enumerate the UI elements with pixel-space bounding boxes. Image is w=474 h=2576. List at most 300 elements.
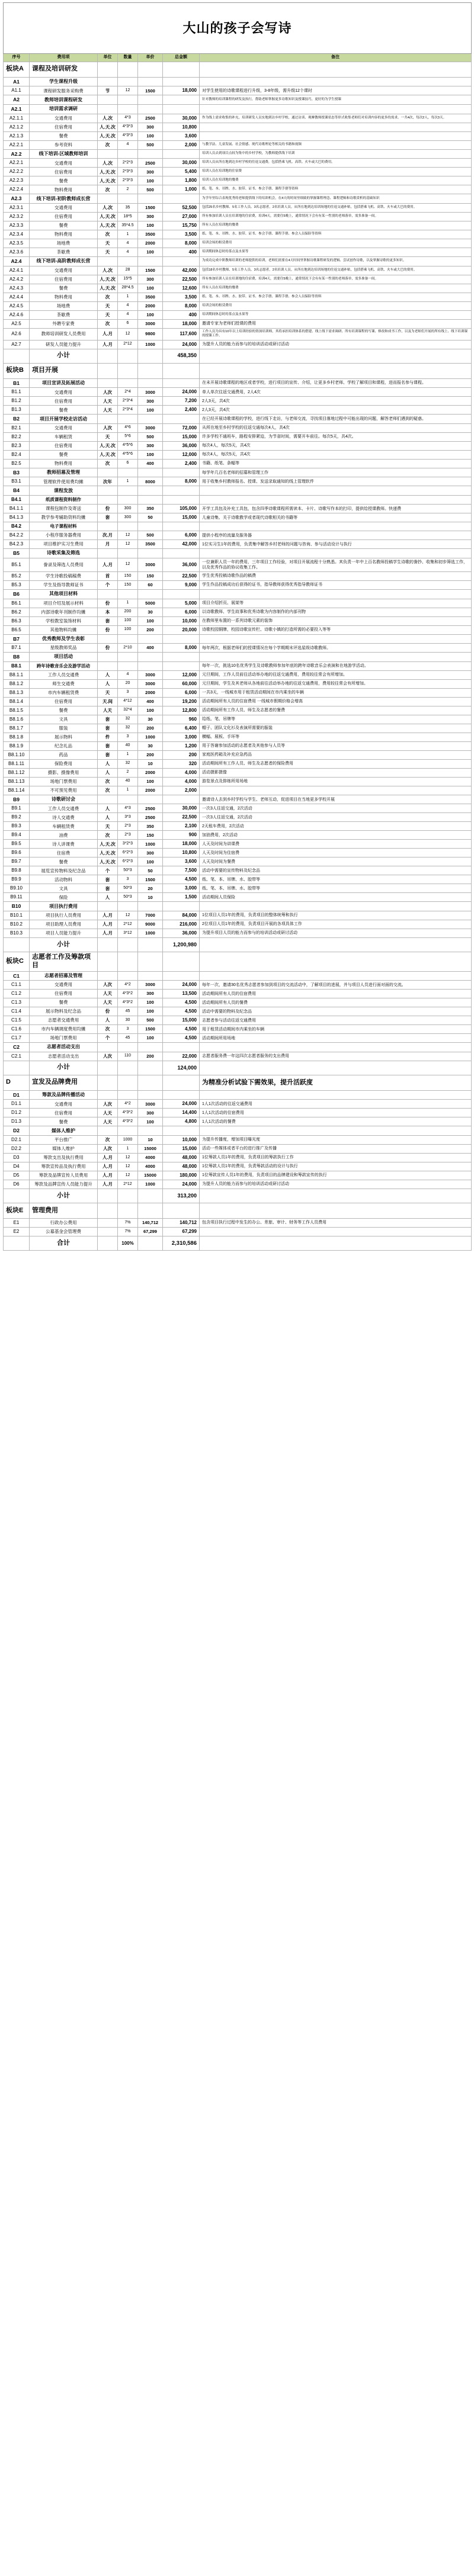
cell-unit[interactable]: 人.月 (98, 1154, 118, 1162)
cell-qty[interactable]: 50*3 (118, 893, 138, 902)
cell-unit[interactable]: 人 (98, 768, 118, 777)
cell-note[interactable]: 1位筹款人员1年的费用，负责项目的筹款执行工作 (200, 1154, 472, 1162)
cell-qty[interactable] (118, 661, 138, 670)
cell-price[interactable]: 30 (138, 741, 163, 750)
cell-price[interactable] (138, 378, 163, 388)
cell-unit[interactable]: 次 (98, 319, 118, 328)
cell-qty[interactable] (118, 95, 138, 105)
cell-total[interactable]: 4,500 (163, 998, 200, 1007)
cell-total[interactable]: 1,200,980 (163, 938, 200, 952)
cell-qty[interactable]: 12 (118, 1162, 138, 1171)
cell-item[interactable]: 师生交通费 (30, 679, 98, 688)
cell-price[interactable]: 2000 (138, 786, 163, 795)
cell-unit[interactable]: 天 (98, 688, 118, 697)
cell-total[interactable]: 84,000 (163, 911, 200, 920)
cell-note[interactable]: 活动期间所有工作人员、师生及志愿者的保险费用 (200, 759, 472, 768)
cell-qty[interactable] (118, 486, 138, 496)
cell-no[interactable]: B2.4 (4, 450, 30, 459)
cell-unit[interactable]: 套 (98, 750, 118, 759)
cell-item[interactable]: 参考资料 (30, 140, 98, 149)
cell-item[interactable]: 住宿费 (30, 849, 98, 857)
group-header-row[interactable] (4, 634, 472, 644)
table-row[interactable] (4, 920, 472, 929)
cell-qty[interactable] (118, 378, 138, 388)
cell-qty[interactable]: 150 (118, 571, 138, 580)
cell-qty[interactable]: 2*3*3 (118, 176, 138, 185)
cell-item[interactable]: 合计 (30, 1236, 98, 1251)
cell-no[interactable]: B1 (4, 378, 30, 388)
cell-unit[interactable]: 天.间 (98, 697, 118, 706)
cell-no[interactable]: B1.3 (4, 406, 30, 415)
cell-no[interactable]: D2.1 (4, 1136, 30, 1145)
section-band-row[interactable] (4, 363, 472, 378)
cell-price[interactable]: 5000 (138, 599, 163, 608)
group-header-row[interactable] (4, 256, 472, 266)
cell-total[interactable]: 42,000 (163, 540, 200, 549)
cell-qty[interactable]: 3 (118, 733, 138, 741)
cell-item[interactable]: 诗人讲课费 (30, 840, 98, 849)
cell-unit[interactable]: 人次 (98, 1145, 118, 1154)
cell-note[interactable]: 活动期间所有人员的餐费 (200, 998, 472, 1007)
cell-qty[interactable] (118, 653, 138, 662)
cell-note[interactable] (200, 1061, 472, 1075)
cell-no[interactable]: D2 (4, 1126, 30, 1136)
cell-price[interactable] (138, 952, 163, 972)
cell-price[interactable]: 500 (138, 140, 163, 149)
cell-unit[interactable] (98, 634, 118, 644)
cell-total[interactable]: 140,712 (163, 1219, 200, 1228)
cell-total[interactable]: 19,200 (163, 697, 200, 706)
cell-unit[interactable]: 人.天.次 (98, 212, 118, 221)
cell-item[interactable]: 项目人员能力提升 (30, 929, 98, 938)
cell-no[interactable]: A2.6 (4, 328, 30, 340)
cell-price[interactable]: 7000 (138, 911, 163, 920)
cell-qty[interactable]: 200 (118, 608, 138, 616)
cell-item[interactable]: 研发人员能力提升 (30, 340, 98, 349)
cell-no[interactable]: A2.2.1 (4, 140, 30, 149)
cell-qty[interactable] (118, 363, 138, 378)
cell-price[interactable] (138, 105, 163, 114)
cell-unit[interactable]: 人.天.次 (98, 284, 118, 293)
table-row[interactable] (4, 230, 472, 239)
cell-no[interactable]: B8.1.12 (4, 768, 30, 777)
cell-total[interactable]: 15,000 (163, 1145, 200, 1154)
subtotal-row[interactable] (4, 349, 472, 363)
table-row[interactable] (4, 849, 472, 857)
cell-qty[interactable] (118, 1203, 138, 1219)
cell-item[interactable]: 工作人员交通费 (30, 804, 98, 813)
cell-item[interactable]: 住宿费用 (30, 1109, 98, 1117)
cell-no[interactable]: B10.2 (4, 920, 30, 929)
cell-no[interactable]: B5.2 (4, 571, 30, 580)
subgroup-header-row[interactable] (4, 661, 472, 670)
cell-total[interactable]: 12,800 (163, 706, 200, 715)
cell-qty[interactable]: 4*2 (118, 1100, 138, 1109)
cell-note[interactable]: 培训期间休息时的茶点及水果等 (200, 310, 472, 319)
cell-note[interactable]: 所有人员在培训地的餐费 (200, 221, 472, 230)
cell-qty[interactable] (118, 256, 138, 266)
table-row[interactable] (4, 741, 472, 750)
table-row[interactable] (4, 275, 472, 284)
cell-item[interactable]: 筹款支出及执行费用 (30, 1154, 98, 1162)
cell-price[interactable] (138, 149, 163, 159)
cell-item[interactable]: 活动物料 (30, 875, 98, 884)
cell-total[interactable] (163, 496, 200, 505)
cell-note[interactable]: 在教师里布置的一系列诗歌元素的装饰 (200, 616, 472, 625)
cell-item[interactable]: 课程研发服务采购费 (30, 86, 98, 95)
cell-unit[interactable]: 件 (98, 733, 118, 741)
table-row[interactable] (4, 840, 472, 849)
cell-price[interactable]: 100 (138, 450, 163, 459)
cell-unit[interactable]: 人天 (98, 406, 118, 415)
cell-note[interactable] (200, 496, 472, 505)
cell-note[interactable] (200, 1189, 472, 1203)
cell-note[interactable]: 2人3天，共4次 (200, 397, 472, 406)
cell-total[interactable] (163, 661, 200, 670)
cell-price[interactable]: 100 (138, 1034, 163, 1043)
cell-unit[interactable]: 人次 (98, 981, 118, 990)
cell-total[interactable]: 3,600 (163, 131, 200, 140)
cell-unit[interactable]: 个 (98, 1034, 118, 1043)
cell-price[interactable]: 10 (138, 759, 163, 768)
cell-qty[interactable]: 2*4 (118, 388, 138, 397)
cell-unit[interactable]: 人次 (98, 423, 118, 432)
table-row[interactable] (4, 540, 472, 549)
cell-qty[interactable]: 7% (118, 1219, 138, 1228)
cell-price[interactable]: 400 (138, 644, 163, 653)
cell-qty[interactable] (118, 1043, 138, 1052)
cell-qty[interactable]: 28 (118, 266, 138, 275)
cell-price[interactable] (138, 795, 163, 804)
cell-unit[interactable]: 人.月 (98, 1171, 118, 1180)
cell-item[interactable]: 纸质课程资料制作 (30, 496, 98, 505)
cell-note[interactable]: 培训人员在培训地的餐费 (200, 176, 472, 185)
cell-item[interactable]: 项目开展 (30, 363, 98, 378)
cell-unit[interactable]: 人.月 (98, 1162, 118, 1171)
cell-no[interactable]: A2.3 (4, 194, 30, 204)
cell-item[interactable]: 培训需求调研 (30, 105, 98, 114)
cell-price[interactable]: 3000 (138, 1100, 163, 1109)
cell-unit[interactable] (98, 415, 118, 424)
table-row[interactable] (4, 1162, 472, 1171)
cell-note[interactable]: 活动摄影摄像 (200, 768, 472, 777)
cell-note[interactable]: 工作人员为具有10年以上培训经验的资深培训师，其将承担培训体系的搭建、线上线下需求调研、所有培训课程的写课、修改和成书工作，以及为老师们开展的所有线上、线下培训课的授课工作。 (200, 328, 472, 340)
cell-note[interactable]: 1人1次活动的住宿费用 (200, 1109, 472, 1117)
table-row[interactable] (4, 1109, 472, 1117)
cell-price[interactable]: 9800 (138, 328, 163, 340)
cell-item[interactable]: 教学参考辅助资料均摊 (30, 513, 98, 522)
cell-total[interactable]: 3,600 (163, 857, 200, 866)
table-row[interactable] (4, 212, 472, 221)
cell-price[interactable]: 1000 (138, 733, 163, 741)
cell-no[interactable]: A2.3.3 (4, 221, 30, 230)
cell-unit[interactable]: 次 (98, 831, 118, 840)
table-row[interactable] (4, 131, 472, 140)
cell-no[interactable]: A2.1.2 (4, 123, 30, 131)
cell-price[interactable] (138, 95, 163, 105)
cell-total[interactable]: 24,000 (163, 981, 200, 990)
cell-total[interactable]: 14,400 (163, 1109, 200, 1117)
cell-no[interactable]: B6 (4, 589, 30, 599)
cell-unit[interactable]: 天 (98, 239, 118, 248)
cell-item[interactable]: 媒体人维护 (30, 1126, 98, 1136)
cell-note[interactable]: 邀请专家为老师们授课的费用 (200, 319, 472, 328)
cell-no[interactable]: A2.3.5 (4, 239, 30, 248)
table-row[interactable] (4, 1034, 472, 1043)
cell-qty[interactable] (118, 1189, 138, 1203)
cell-total[interactable] (163, 62, 200, 77)
cell-note[interactable]: 诗歌校园铜牌，校园诗歌宣传栏、诗歌小镇的打造所需的必要投入等等 (200, 625, 472, 634)
cell-unit[interactable]: 人.月 (98, 929, 118, 938)
cell-total[interactable] (163, 1126, 200, 1136)
cell-item[interactable]: 小程序服务器费用 (30, 531, 98, 540)
cell-item[interactable]: 交通费用 (30, 423, 98, 432)
table-row[interactable] (4, 893, 472, 902)
cell-unit[interactable] (98, 653, 118, 662)
group-header-row[interactable] (4, 1043, 472, 1052)
cell-price[interactable]: 200 (138, 1052, 163, 1061)
cell-price[interactable] (138, 62, 163, 77)
cell-note[interactable] (200, 1043, 472, 1052)
cell-total[interactable]: 3,500 (163, 293, 200, 301)
cell-total[interactable]: 117,600 (163, 328, 200, 340)
cell-note[interactable]: 人天及时间为讲课费 (200, 840, 472, 849)
cell-total[interactable] (163, 795, 200, 804)
cell-no[interactable]: B2.2 (4, 432, 30, 441)
cell-no[interactable]: C1 (4, 971, 30, 981)
cell-qty[interactable] (118, 902, 138, 911)
cell-item[interactable]: 项目宣讲及拓展活动 (30, 378, 98, 388)
cell-no[interactable]: A2.3.6 (4, 248, 30, 256)
cell-item[interactable]: 学生诗歌投稿稿费 (30, 571, 98, 580)
column-header-unit[interactable]: 单位 (98, 54, 118, 62)
cell-price[interactable]: 3000 (138, 679, 163, 688)
table-row[interactable] (4, 688, 472, 697)
cell-price[interactable]: 3000 (138, 558, 163, 571)
cell-price[interactable]: 10 (138, 893, 163, 902)
cell-qty[interactable]: 4*3*2 (118, 1109, 138, 1117)
table-row[interactable] (4, 998, 472, 1007)
cell-unit[interactable]: 人.次 (98, 159, 118, 168)
cell-total[interactable] (163, 194, 200, 204)
cell-unit[interactable]: 人次 (98, 1100, 118, 1109)
cell-total[interactable]: 8,000 (163, 477, 200, 486)
cell-note[interactable]: 活动期间所有人员的住宿费用 (200, 990, 472, 998)
table-row[interactable] (4, 644, 472, 653)
table-row[interactable] (4, 301, 472, 310)
cell-price[interactable] (138, 468, 163, 477)
cell-qty[interactable] (118, 589, 138, 599)
cell-total[interactable]: 1,800 (163, 176, 200, 185)
cell-qty[interactable]: 2*3*4 (118, 397, 138, 406)
cell-unit[interactable]: 个 (98, 580, 118, 589)
cell-price[interactable]: 1000 (138, 929, 163, 938)
cell-total[interactable]: 6,400 (163, 724, 200, 733)
cell-item[interactable]: 茶歇费 (30, 248, 98, 256)
cell-no[interactable]: A2.1.3 (4, 131, 30, 140)
cell-qty[interactable]: 4 (118, 140, 138, 149)
cell-unit[interactable]: 人.天.次 (98, 176, 118, 185)
cell-item[interactable]: 诗歌研讨会 (30, 795, 98, 804)
cell-total[interactable]: 42,000 (163, 266, 200, 275)
cell-unit[interactable]: 人.月 (98, 340, 118, 349)
cell-item[interactable]: 物料费用 (30, 293, 98, 301)
cell-qty[interactable] (118, 77, 138, 86)
cell-note[interactable] (200, 971, 472, 981)
cell-item[interactable]: 工作人员交通费 (30, 670, 98, 679)
cell-no[interactable]: A2.4.2 (4, 275, 30, 284)
cell-qty[interactable]: 1 (118, 230, 138, 239)
cell-qty[interactable]: 4*3*3 (118, 131, 138, 140)
cell-unit[interactable] (98, 1075, 118, 1090)
cell-qty[interactable] (118, 549, 138, 558)
cell-note[interactable]: 所有人员在培训地的餐费 (200, 284, 472, 293)
cell-qty[interactable]: 4*3 (118, 114, 138, 123)
cell-qty[interactable]: 6*2*3 (118, 849, 138, 857)
table-row[interactable] (4, 750, 472, 759)
cell-note[interactable] (200, 786, 472, 795)
cell-item[interactable]: 小计 (30, 1061, 98, 1075)
cell-note[interactable]: 提供小程序的流量及服务器 (200, 531, 472, 540)
cell-note[interactable]: 所有参加培训人员在培训地的住宿费，培训4天，需要住5晚上，通常情况下会有有某一性别的老师落单，需多准备一间。 (200, 212, 472, 221)
cell-no[interactable] (4, 938, 30, 952)
cell-total[interactable]: 4,000 (163, 777, 200, 786)
group-header-row[interactable] (4, 194, 472, 204)
cell-total[interactable] (163, 1203, 200, 1219)
cell-unit[interactable]: 人.天.次 (98, 168, 118, 176)
cell-unit[interactable] (98, 589, 118, 599)
table-row[interactable] (4, 319, 472, 328)
cell-total[interactable]: 30,000 (163, 114, 200, 123)
cell-price[interactable]: 200 (138, 724, 163, 733)
section-band-row[interactable] (4, 952, 472, 972)
cell-price[interactable]: 100 (138, 221, 163, 230)
cell-no[interactable]: A2.2.2 (4, 168, 30, 176)
group-header-row[interactable] (4, 95, 472, 105)
cell-unit[interactable]: 人.月 (98, 920, 118, 929)
cell-unit[interactable]: 次 (98, 293, 118, 301)
cell-qty[interactable]: 4*5*6 (118, 450, 138, 459)
cell-qty[interactable]: 4 (118, 301, 138, 310)
cell-price[interactable]: 100 (138, 777, 163, 786)
cell-no[interactable]: B10 (4, 902, 30, 911)
table-row[interactable] (4, 599, 472, 608)
cell-unit[interactable] (98, 486, 118, 496)
cell-price[interactable]: 300 (138, 212, 163, 221)
cell-qty[interactable] (118, 105, 138, 114)
cell-no[interactable]: D1.3 (4, 1117, 30, 1126)
table-row[interactable] (4, 1219, 472, 1228)
cell-no[interactable]: D5 (4, 1171, 30, 1180)
cell-price[interactable] (138, 194, 163, 204)
cell-note[interactable]: 活动期间所有工作人员、师生及志愿者的餐费 (200, 706, 472, 715)
cell-unit[interactable]: 天 (98, 248, 118, 256)
cell-unit[interactable] (98, 1203, 118, 1219)
table-row[interactable] (4, 706, 472, 715)
cell-price[interactable]: 1000 (138, 840, 163, 849)
cell-note[interactable]: 培训会场的租赁费用 (200, 301, 472, 310)
cell-total[interactable] (163, 105, 200, 114)
cell-qty[interactable]: 2*3*3 (118, 168, 138, 176)
cell-qty[interactable]: 4*3*2 (118, 1117, 138, 1126)
table-row[interactable] (4, 911, 472, 920)
cell-price[interactable]: 500 (138, 432, 163, 441)
cell-price[interactable]: 2500 (138, 813, 163, 822)
cell-no[interactable]: B8.1.10 (4, 750, 30, 759)
cell-unit[interactable]: 节 (98, 86, 118, 95)
cell-item[interactable]: 课程及培训研发 (30, 62, 98, 77)
cell-note[interactable]: 培训人员从所在地到达乡村学校的往返交通费，包括搭乘飞机、高铁、火车或大巴的费用。 (200, 159, 472, 168)
cell-total[interactable]: 10,000 (163, 616, 200, 625)
cell-total[interactable] (163, 589, 200, 599)
cell-qty[interactable]: 4 (118, 248, 138, 256)
cell-total[interactable]: 15,000 (163, 432, 200, 441)
cell-unit[interactable] (98, 1228, 118, 1236)
cell-qty[interactable] (118, 952, 138, 972)
cell-total[interactable] (163, 1090, 200, 1100)
table-row[interactable] (4, 450, 472, 459)
cell-qty[interactable]: 12 (118, 86, 138, 95)
cell-item[interactable]: 小计 (30, 938, 98, 952)
cell-qty[interactable] (118, 496, 138, 505)
table-row[interactable] (4, 140, 472, 149)
cell-unit[interactable]: 人天 (98, 1117, 118, 1126)
cell-item[interactable]: 市内车辆调度费用均摊 (30, 1025, 98, 1034)
cell-price[interactable] (138, 363, 163, 378)
cell-total[interactable]: 10,800 (163, 123, 200, 131)
cell-total[interactable]: 22,500 (163, 813, 200, 822)
cell-note[interactable]: 每年两次，根据老师们的授课情况在每个学期期末评选星级诗歌教师。 (200, 644, 472, 653)
cell-total[interactable]: 13,500 (163, 990, 200, 998)
cell-unit[interactable]: 次 (98, 185, 118, 194)
cell-qty[interactable] (118, 634, 138, 644)
table-row[interactable] (4, 875, 472, 884)
cell-total[interactable]: 7,200 (163, 397, 200, 406)
cell-unit[interactable]: 套 (98, 884, 118, 893)
cell-unit[interactable] (98, 661, 118, 670)
cell-note[interactable]: 加油费用，2次活动 (200, 831, 472, 840)
cell-price[interactable]: 67,299 (138, 1228, 163, 1236)
cell-unit[interactable]: 人.次 (98, 266, 118, 275)
cell-unit[interactable] (98, 149, 118, 159)
table-row[interactable] (4, 1052, 472, 1061)
table-row[interactable] (4, 293, 472, 301)
cell-total[interactable]: 24,000 (163, 1180, 200, 1189)
cell-note[interactable]: 包括18名乡村教师、5名工作人员、3名志愿者，2名培训人员。从所在地到达培训场地的往返交通补贴，包括搭乘飞机、高铁、火车或大巴的费用。 (200, 266, 472, 275)
cell-item[interactable]: 茶歇费 (30, 310, 98, 319)
cell-total[interactable]: 6,000 (163, 531, 200, 540)
cell-price[interactable]: 2000 (138, 301, 163, 310)
cell-note[interactable] (200, 589, 472, 599)
cell-note[interactable]: 帽子、团队文化衫及表演所需要的服装 (200, 724, 472, 733)
table-row[interactable] (4, 168, 472, 176)
cell-price[interactable]: 3500 (138, 540, 163, 549)
cell-no[interactable]: A2.1 (4, 105, 30, 114)
cell-unit[interactable] (98, 1090, 118, 1100)
cell-item[interactable]: 住宿费用 (30, 168, 98, 176)
cell-total[interactable]: 200 (163, 750, 200, 759)
cell-note[interactable]: 用于租赁活动期间市内乘坐的车辆 (200, 1025, 472, 1034)
cell-unit[interactable] (98, 349, 118, 363)
cell-note[interactable]: 纸、笔、本、吊牌、水、胶带等 (200, 884, 472, 893)
cell-note[interactable]: 活动一些媒体或者平台的进行推广及传播 (200, 1145, 472, 1154)
cell-total[interactable] (163, 522, 200, 531)
cell-qty[interactable]: 1 (118, 599, 138, 608)
table-row[interactable] (4, 724, 472, 733)
cell-unit[interactable]: 人.天.次 (98, 450, 118, 459)
cell-no[interactable] (4, 349, 30, 363)
cell-unit[interactable]: 人天 (98, 1109, 118, 1117)
